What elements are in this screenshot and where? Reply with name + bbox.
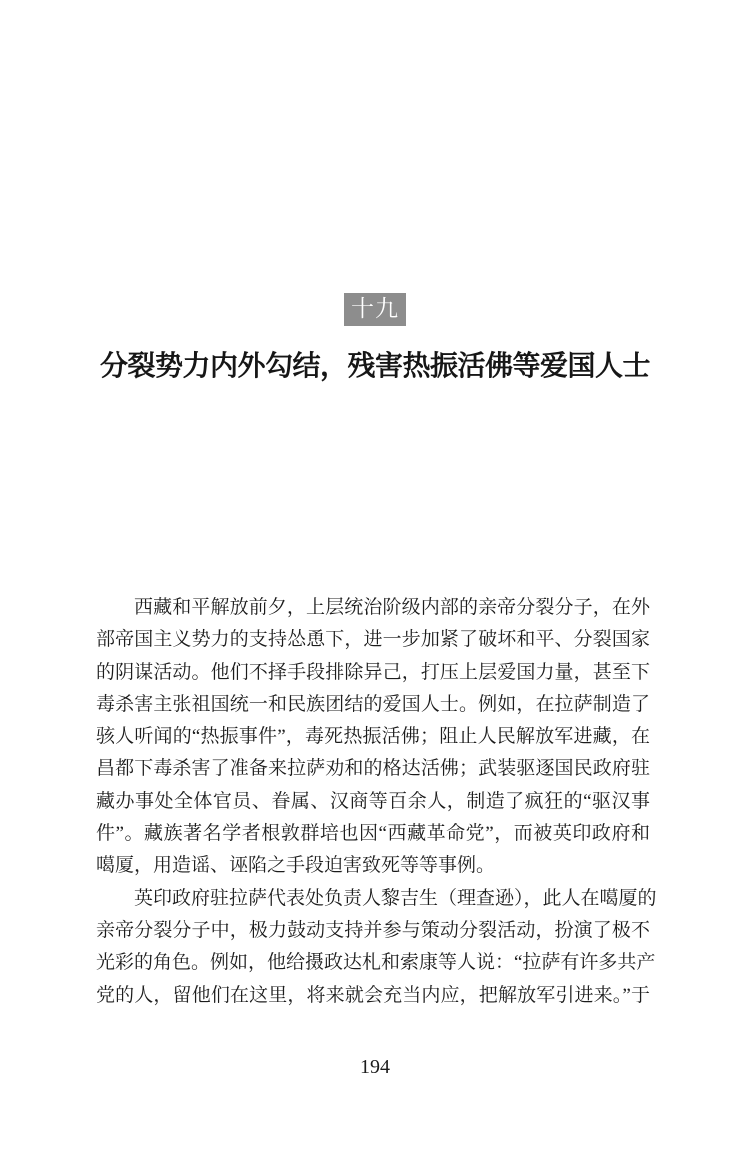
page-number: 194 — [360, 1056, 390, 1078]
text-line: 党的人，留他们在这里，将来就会充当内应，把解放军引进来。”于 — [96, 984, 650, 1006]
text-line: 部帝国主义势力的支持怂恿下，进一步加紧了破坏和平、分裂国家 — [96, 629, 650, 651]
text-line: 昌都下毒杀害了准备来拉萨劝和的格达活佛；武装驱逐国民政府驻 — [96, 758, 650, 780]
text-line: 光彩的角色。例如，他给摄政达札和索康等人说：“拉萨有许多共产 — [96, 952, 656, 974]
text-line: 英印政府驻拉萨代表处负责人黎吉生（理查逊），此人在噶厦的 — [134, 887, 657, 909]
text-line: 亲帝分裂分子中，极力鼓动支持并参与策动分裂活动，扮演了极不 — [96, 919, 650, 941]
text-line: 毒杀害主张祖国统一和民族团结的爱国人士。例如，在拉萨制造了 — [96, 693, 650, 715]
chapter-number-badge: 十九 — [344, 293, 406, 326]
text-line: 件”。藏族著名学者根敦群培也因“西藏革命党”，而被英印政府和 — [96, 823, 650, 845]
text-line: 骇人听闻的“热振事件”，毒死热振活佛；阻止人民解放军进藏，在 — [96, 726, 650, 748]
text-line: 噶厦，用造谣、诬陷之手段迫害致死等等事例。 — [96, 855, 496, 877]
text-line: 藏办事处全体官员、眷属、汉商等百余人，制造了疯狂的“驱汉事 — [96, 790, 650, 812]
body-text — [96, 592, 657, 1012]
text-line: 的阴谋活动。他们不择手段排除异己，打压上层爱国力量，甚至下 — [96, 661, 650, 683]
text-line: 西藏和平解放前夕，上层统治阶级内部的亲帝分裂分子，在外 — [134, 597, 650, 618]
chapter-title: 分裂势力内外勾结，残害热振活佛等爱国人士 — [99, 351, 650, 382]
